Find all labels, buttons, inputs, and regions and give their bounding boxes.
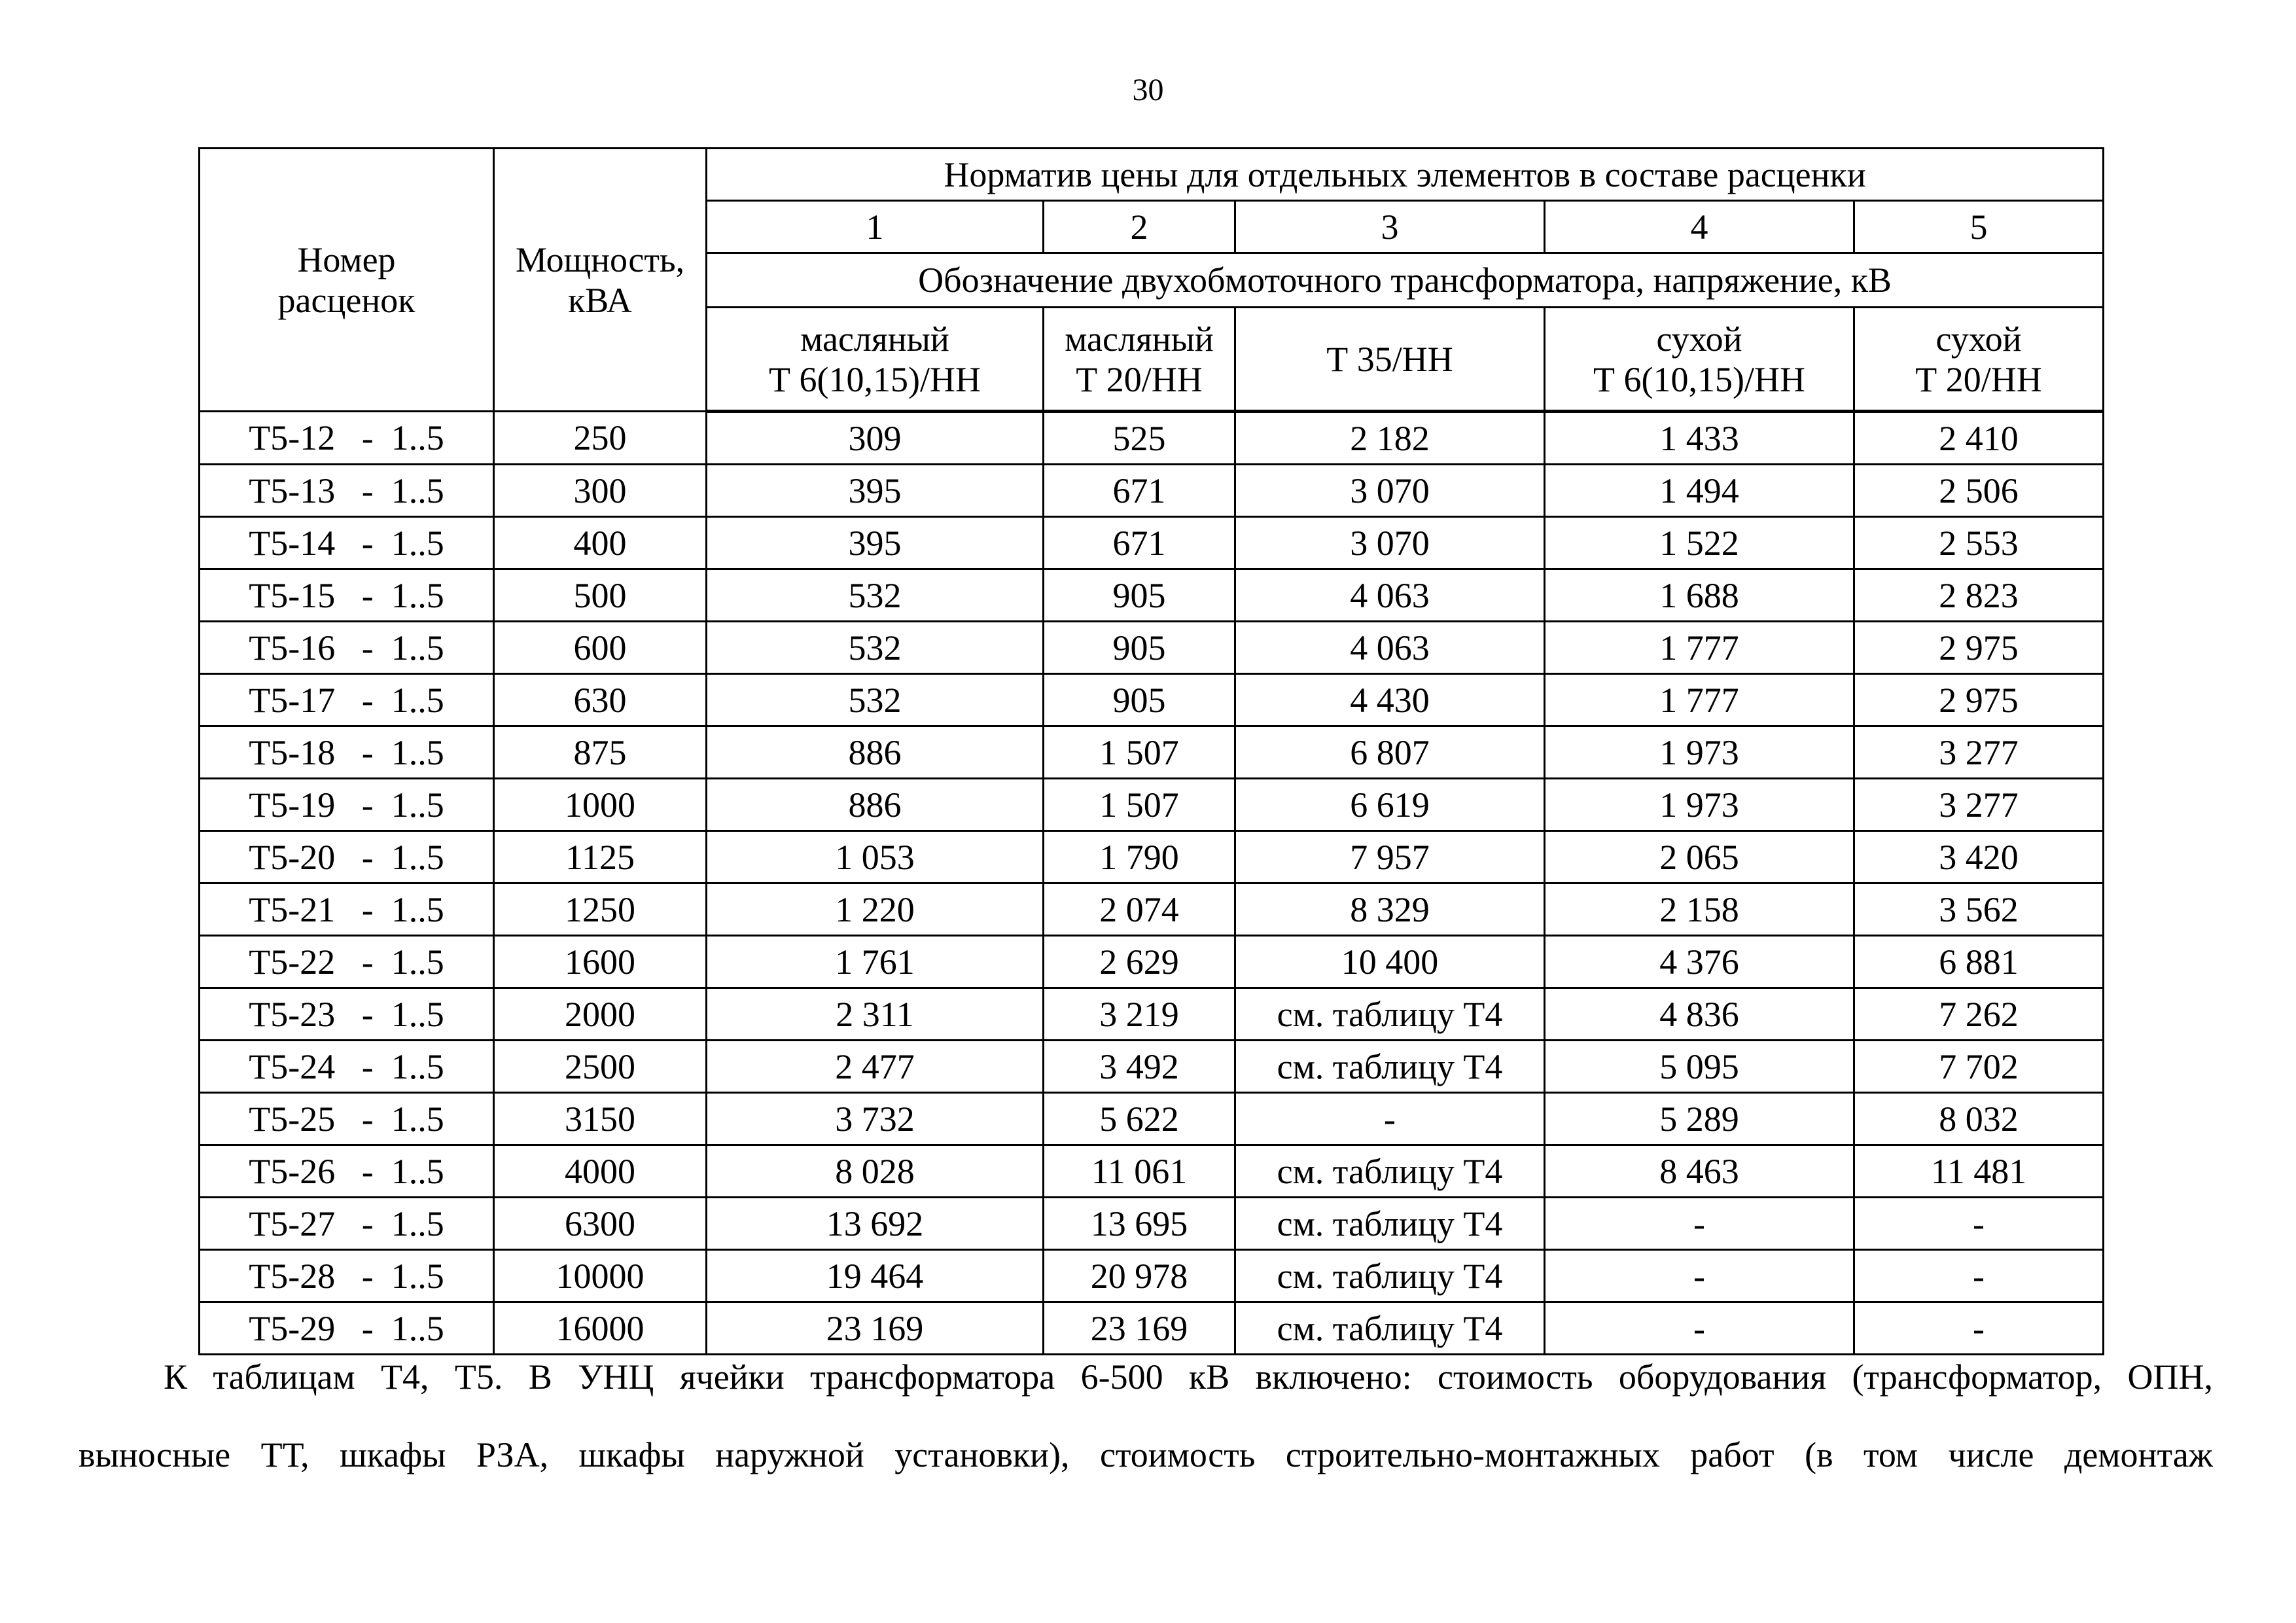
price-cell-2: 13 695 [1044,1198,1235,1250]
power-cell: 400 [494,517,707,569]
column-type-line2: Т 35/НН [1326,339,1453,379]
power-cell: 875 [494,726,707,779]
power-cell: 2500 [494,1041,707,1093]
header-price-norm: Норматив цены для отдельных элементов в составе расценки [707,149,2104,201]
price-cell-3: см. таблицу Т4 [1235,1250,1545,1302]
note-line-2: выносные ТТ, шкафы РЗА, шкафы наружной установки), стоимость строительно-монтажных работ (в том числе демонтаж [79,1435,2213,1474]
power-cell: 1600 [494,936,707,988]
rate-code-cell: Т5-24 - 1..5 [200,1041,494,1093]
header-designation: Обозначение двухобмоточного трансформатора, напряжение, кВ [707,253,2104,308]
price-cell-5: 2 975 [1854,622,2104,674]
price-cell-3: 4 063 [1235,569,1545,622]
price-cell-5: - [1854,1250,2104,1302]
power-cell: 1125 [494,831,707,883]
rate-code-cell: Т5-25 - 1..5 [200,1093,494,1145]
price-cell-2: 2 074 [1044,883,1235,936]
price-cell-1: 532 [707,622,1044,674]
price-cell-1: 395 [707,517,1044,569]
table-row [200,465,2104,517]
table-row [200,779,2104,831]
price-cell-1: 1 053 [707,831,1044,883]
column-type-line1: масляный [1065,319,1214,359]
header-rate-number: Номер расценок [200,149,494,412]
table-row [200,726,2104,779]
price-cell-3: 8 329 [1235,883,1545,936]
price-cell-3: 3 070 [1235,465,1545,517]
rate-code-cell: Т5-23 - 1..5 [200,988,494,1041]
price-cell-5: - [1854,1302,2104,1355]
table-row [200,1041,2104,1093]
table-body [200,412,2104,1355]
price-cell-4: 2 065 [1545,831,1854,883]
price-cell-4: 1 973 [1545,726,1854,779]
price-table [198,147,2104,1355]
price-cell-5: 2 975 [1854,674,2104,726]
price-cell-4: 5 095 [1545,1041,1854,1093]
price-cell-2: 1 790 [1044,831,1235,883]
price-cell-5: 2 506 [1854,465,2104,517]
price-cell-1: 532 [707,674,1044,726]
column-type-line1: сухой [1656,319,1742,359]
table-row [200,517,2104,569]
price-cell-2: 3 219 [1044,988,1235,1041]
rate-code-cell: Т5-21 - 1..5 [200,883,494,936]
price-cell-4: 2 158 [1545,883,1854,936]
page-number: 30 [1132,73,1164,107]
price-cell-2: 11 061 [1044,1145,1235,1198]
price-cell-4: 1 688 [1545,569,1854,622]
price-cell-4: - [1545,1250,1854,1302]
rate-code-cell: Т5-19 - 1..5 [200,779,494,831]
price-cell-5: 6 881 [1854,936,2104,988]
price-cell-2: 671 [1044,517,1235,569]
table-row [200,569,2104,622]
price-cell-1: 886 [707,726,1044,779]
rate-code-cell: Т5-17 - 1..5 [200,674,494,726]
table-row [200,936,2104,988]
price-cell-4: 1 777 [1545,622,1854,674]
column-type-header [707,308,1044,412]
rate-code-cell: Т5-26 - 1..5 [200,1145,494,1198]
rate-code-cell: Т5-15 - 1..5 [200,569,494,622]
power-cell: 6300 [494,1198,707,1250]
price-cell-3: 4 063 [1235,622,1545,674]
rate-code-cell: Т5-28 - 1..5 [200,1250,494,1302]
price-cell-3: 10 400 [1235,936,1545,988]
column-type-line2: Т 6(10,15)/НН [769,359,981,399]
price-cell-1: 1 761 [707,936,1044,988]
table-row [200,1250,2104,1302]
price-cell-2: 905 [1044,569,1235,622]
price-cell-4: 8 463 [1545,1145,1854,1198]
power-cell: 4000 [494,1145,707,1198]
power-cell: 600 [494,622,707,674]
price-cell-1: 3 732 [707,1093,1044,1145]
power-cell: 630 [494,674,707,726]
price-cell-5: 2 823 [1854,569,2104,622]
column-number: 1 [707,201,1044,253]
rate-code-cell: Т5-27 - 1..5 [200,1198,494,1250]
column-number: 5 [1854,201,2104,253]
price-cell-5: - [1854,1198,2104,1250]
table-row [200,988,2104,1041]
table-row [200,1093,2104,1145]
column-number: 3 [1235,201,1545,253]
price-cell-5: 7 262 [1854,988,2104,1041]
power-cell: 10000 [494,1250,707,1302]
price-cell-5: 11 481 [1854,1145,2104,1198]
column-type-line2: Т 6(10,15)/НН [1593,359,1805,399]
power-cell: 500 [494,569,707,622]
column-number: 4 [1545,201,1854,253]
price-cell-2: 905 [1044,622,1235,674]
price-cell-1: 532 [707,569,1044,622]
price-cell-4: 4 376 [1545,936,1854,988]
price-cell-1: 1 220 [707,883,1044,936]
column-type-line2: Т 20/НН [1076,359,1203,399]
price-cell-1: 19 464 [707,1250,1044,1302]
table-row [200,412,2104,465]
price-cell-3: 6 807 [1235,726,1545,779]
price-cell-4: - [1545,1198,1854,1250]
power-cell: 250 [494,412,707,465]
price-cell-5: 3 562 [1854,883,2104,936]
price-cell-2: 525 [1044,412,1235,465]
price-cell-4: 1 433 [1545,412,1854,465]
price-cell-3: см. таблицу Т4 [1235,1198,1545,1250]
rate-code-cell: Т5-14 - 1..5 [200,517,494,569]
price-cell-4: 1 973 [1545,779,1854,831]
price-cell-5: 3 277 [1854,779,2104,831]
header-power: Мощность, кВА [494,149,707,412]
price-cell-2: 671 [1044,465,1235,517]
column-type-header [1545,308,1854,412]
price-cell-1: 2 311 [707,988,1044,1041]
price-cell-5: 2 553 [1854,517,2104,569]
price-cell-1: 8 028 [707,1145,1044,1198]
price-cell-2: 20 978 [1044,1250,1235,1302]
rate-code-cell: Т5-16 - 1..5 [200,622,494,674]
price-cell-4: 4 836 [1545,988,1854,1041]
rate-code-cell: Т5-13 - 1..5 [200,465,494,517]
power-cell: 1250 [494,883,707,936]
price-cell-3: 6 619 [1235,779,1545,831]
power-cell: 1000 [494,779,707,831]
rate-code-cell: Т5-12 - 1..5 [200,412,494,465]
price-cell-2: 23 169 [1044,1302,1235,1355]
column-type-line1: сухой [1935,319,2022,359]
rate-code-cell: Т5-20 - 1..5 [200,831,494,883]
price-cell-2: 1 507 [1044,726,1235,779]
price-cell-2: 3 492 [1044,1041,1235,1093]
table-row [200,1145,2104,1198]
price-cell-5: 3 420 [1854,831,2104,883]
price-cell-1: 886 [707,779,1044,831]
price-cell-3: 2 182 [1235,412,1545,465]
column-type-line1: масляный [800,319,949,359]
column-type-header [1044,308,1235,412]
price-cell-3: см. таблицу Т4 [1235,1302,1545,1355]
price-cell-4: 5 289 [1545,1093,1854,1145]
table-row [200,622,2104,674]
note-line-1: К таблицам Т4, Т5. В УНЦ ячейки трансформатора 6-500 кВ включено: стоимость оборудования (трансформатор, ОПН, [164,1357,2213,1397]
price-cell-2: 1 507 [1044,779,1235,831]
rate-code-cell: Т5-22 - 1..5 [200,936,494,988]
table-row [200,1302,2104,1355]
price-cell-2: 905 [1044,674,1235,726]
price-cell-4: 1 494 [1545,465,1854,517]
price-cell-4: 1 777 [1545,674,1854,726]
table-row [200,831,2104,883]
price-cell-5: 8 032 [1854,1093,2104,1145]
price-cell-1: 2 477 [707,1041,1044,1093]
price-cell-5: 3 277 [1854,726,2104,779]
price-cell-3: 7 957 [1235,831,1545,883]
power-cell: 2000 [494,988,707,1041]
price-cell-2: 2 629 [1044,936,1235,988]
rate-code-cell: Т5-18 - 1..5 [200,726,494,779]
price-cell-3: 3 070 [1235,517,1545,569]
price-cell-3: см. таблицу Т4 [1235,1145,1545,1198]
power-cell: 3150 [494,1093,707,1145]
power-cell: 16000 [494,1302,707,1355]
power-cell: 300 [494,465,707,517]
price-cell-5: 2 410 [1854,412,2104,465]
rate-code-cell: Т5-29 - 1..5 [200,1302,494,1355]
price-cell-3: см. таблицу Т4 [1235,1041,1545,1093]
price-cell-1: 23 169 [707,1302,1044,1355]
column-type-header [1854,308,2104,412]
price-cell-4: - [1545,1302,1854,1355]
price-cell-3: см. таблицу Т4 [1235,988,1545,1041]
column-number: 2 [1044,201,1235,253]
table-row [200,1198,2104,1250]
column-type-header [1235,308,1545,412]
price-cell-1: 395 [707,465,1044,517]
price-cell-3: - [1235,1093,1545,1145]
price-cell-1: 309 [707,412,1044,465]
table-row [200,883,2104,936]
price-cell-4: 1 522 [1545,517,1854,569]
price-cell-3: 4 430 [1235,674,1545,726]
table-row [200,674,2104,726]
price-cell-1: 13 692 [707,1198,1044,1250]
price-cell-2: 5 622 [1044,1093,1235,1145]
column-type-line2: Т 20/НН [1915,359,2042,399]
price-cell-5: 7 702 [1854,1041,2104,1093]
